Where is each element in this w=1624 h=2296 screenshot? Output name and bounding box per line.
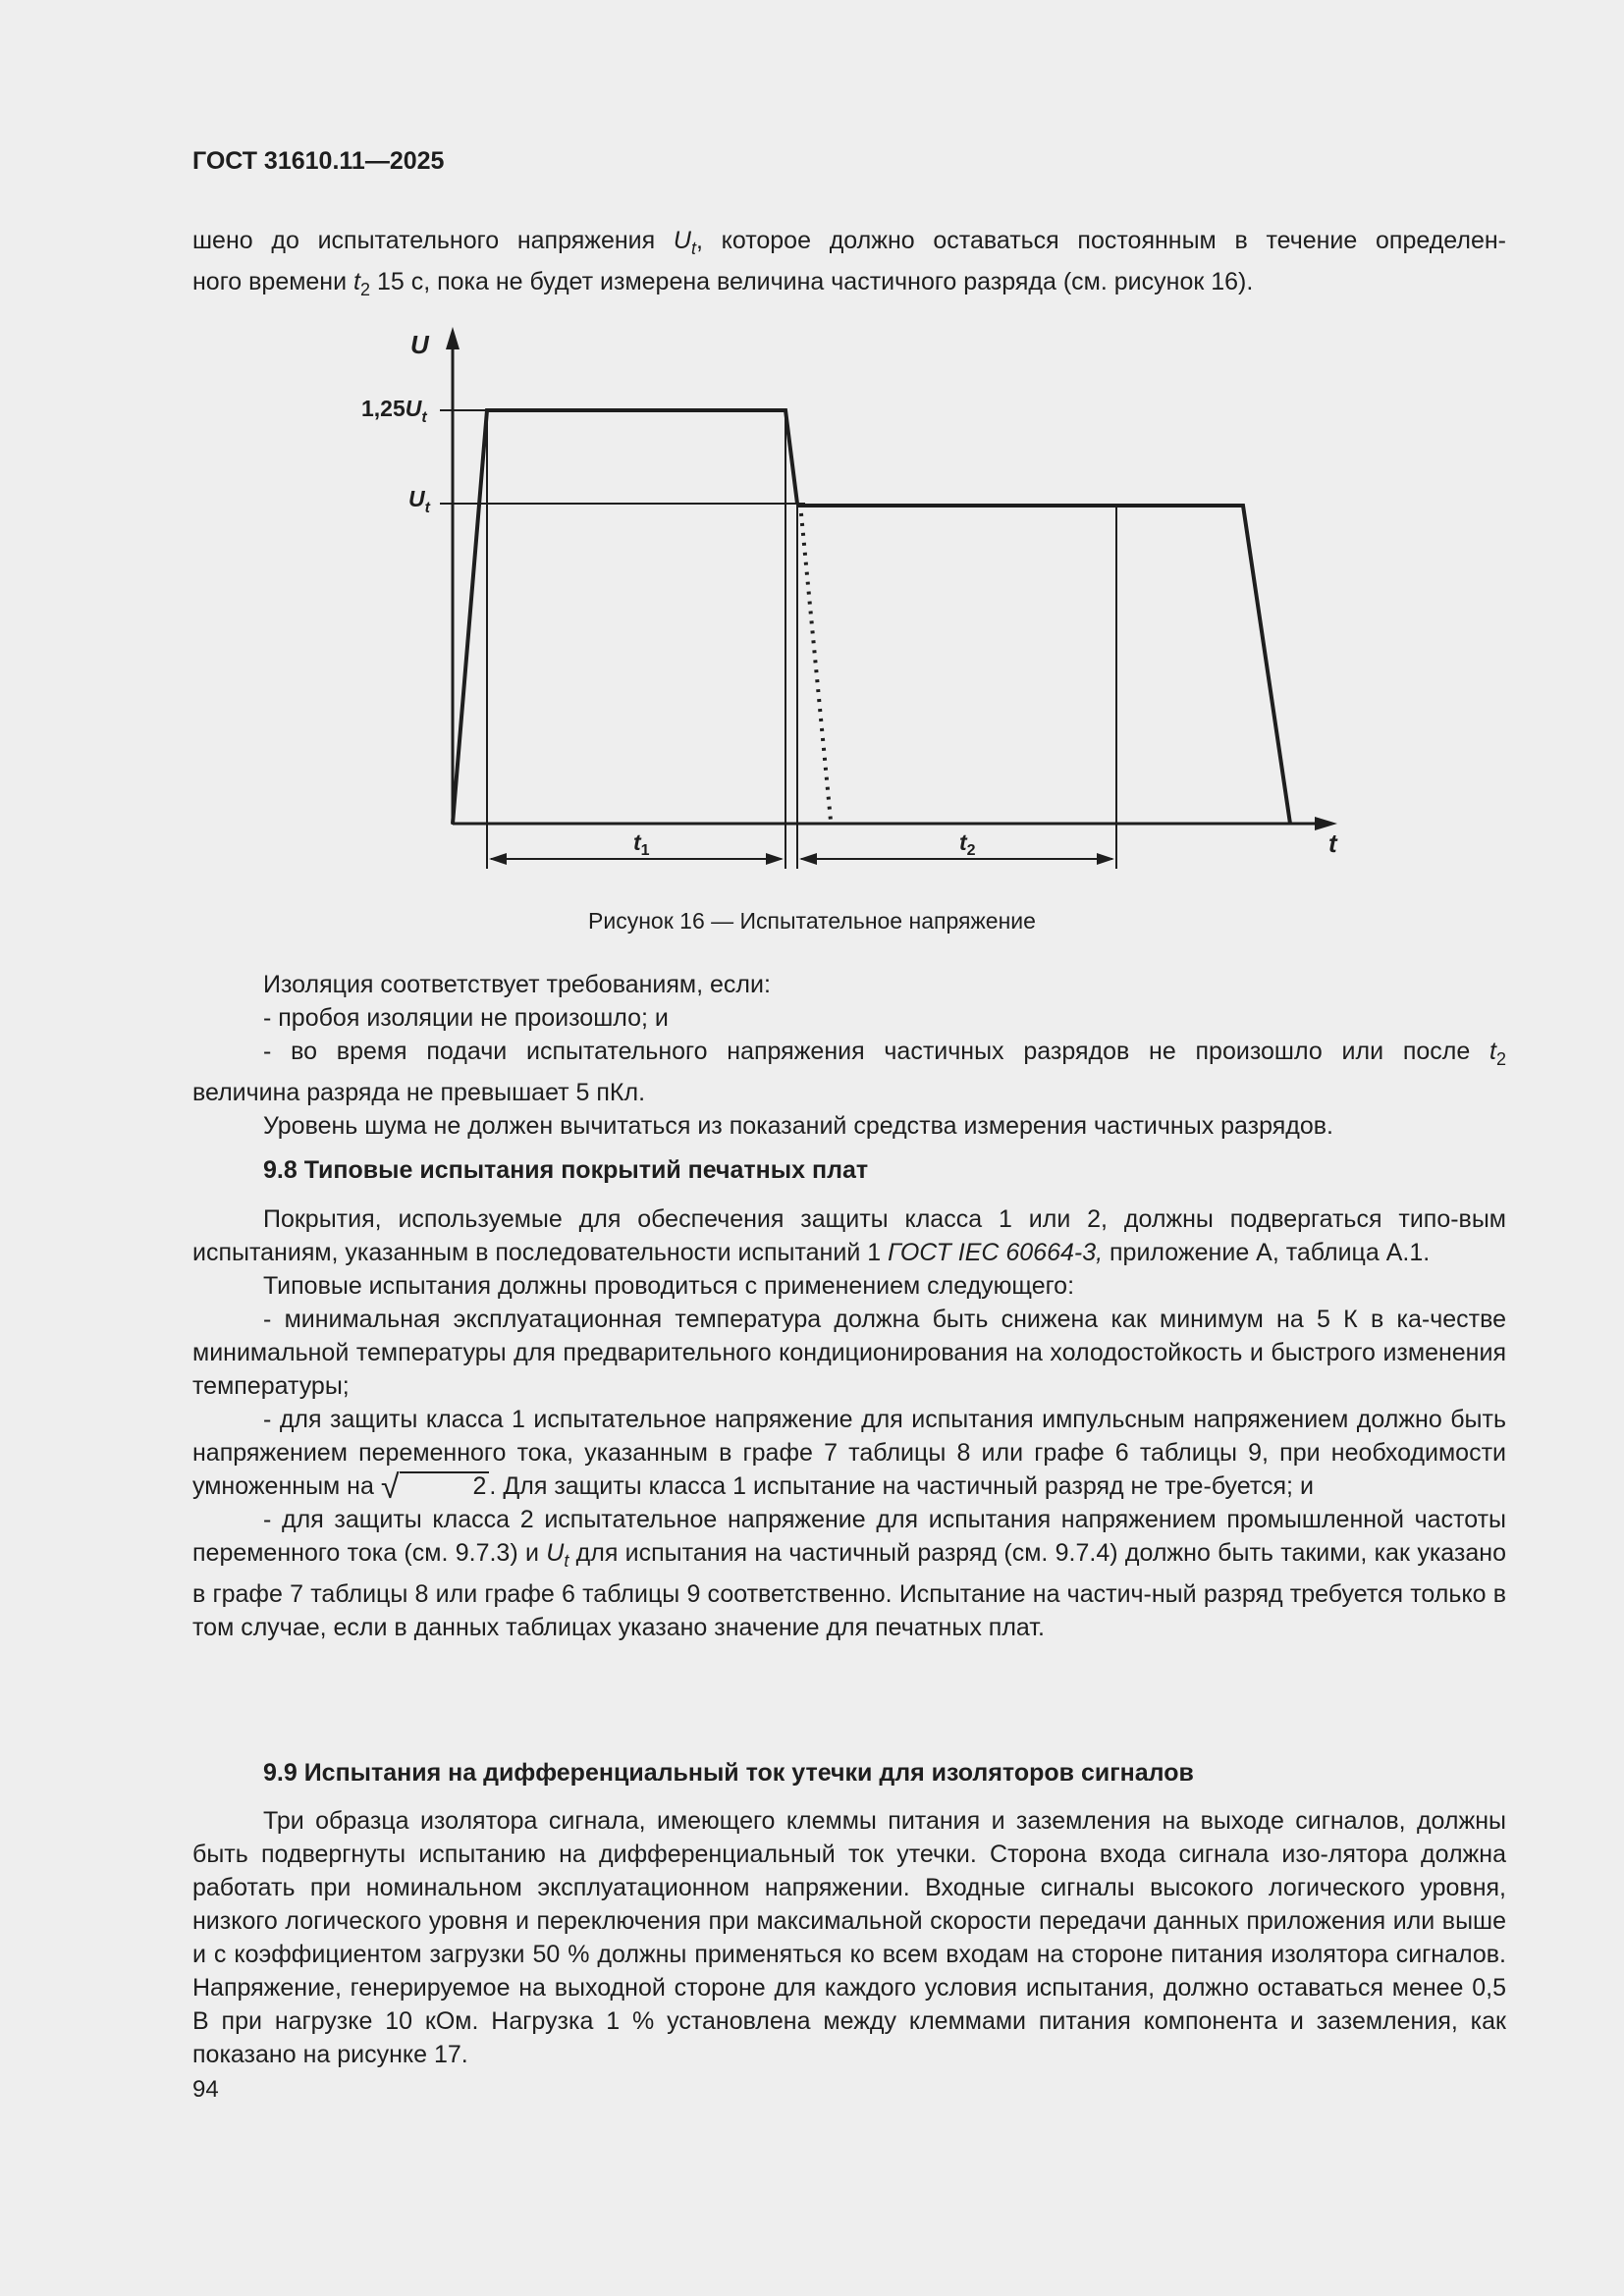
paragraph-text: Покрытия, используемые для обеспечения защиты класса 1 или 2, должны подвергаться типо-вым испытаниям, указанным в последовательности испытаний 1 (192, 1205, 1506, 1266)
voltage-symbol: U (546, 1539, 565, 1567)
paragraph-text: для испытания на частичный разряд (см. 9.7.4) должно быть такими, как указано в графе 7 таблицы 8 или графе 6 таблицы 9 соответственно. Испытание на частич-ный разряд требуется только в том случае, если в данных таблицах указано значение для печатных плат. (192, 1539, 1506, 1641)
condition-item-continuation: величина разряда не превышает 5 пКл. (192, 1079, 646, 1106)
conditions-lead: Изоляция соответствует требованиям, если: (263, 971, 771, 998)
paragraph-text: - для защиты класса 2 испытательное напряжение для испытания напряжением промышленной частоты переменного тока (см. 9.7.3) и (192, 1506, 1506, 1567)
level-high-label: $1,25U_t$ (361, 396, 427, 426)
condition-item: - пробоя изоляции не произошло; и (263, 1004, 669, 1032)
intro-text: шено до испытательного напряжения (192, 227, 674, 254)
section-paragraph: Типовые испытания должны проводиться с применением следующего: (263, 1272, 1075, 1300)
voltage-waveform-stage2 (797, 506, 1290, 824)
section-heading-9-8: 9.8 Типовые испытания покрытий печатных плат (263, 1156, 869, 1184)
requirement-item (192, 1403, 1506, 1506)
sqrt-radicand: 2 (400, 1471, 490, 1499)
document-header: ГОСТ 31610.11—2025 (192, 147, 445, 175)
requirement-item: - минимальная эксплуатационная температура должна быть снижена как минимум на 5 К в ка-честве минимальной температуры для предварительного кондиционирования на холодостойкость и быстрого изменения температуры; (192, 1306, 1506, 1400)
y-axis-label: U (410, 330, 429, 359)
t1-arrow-left (489, 853, 507, 865)
voltage-symbol: U (673, 227, 691, 254)
section-heading-9-9: 9.9 Испытания на дифференциальный ток утечки для изоляторов сигналов (263, 1759, 1194, 1787)
t1-arrow-right (766, 853, 784, 865)
voltage-subscript: t (690, 239, 696, 258)
time-subscript: 2 (359, 280, 370, 299)
t2-arrow-right (1097, 853, 1114, 865)
intro-text: ного времени (192, 268, 354, 295)
time-symbol: t (1489, 1038, 1496, 1065)
level-low-label: $U_t$ (408, 486, 430, 516)
intro-text: , которое должно оставаться постоянным в течение определен- (695, 227, 1506, 254)
x-axis-label: t (1328, 828, 1337, 858)
condition-item (192, 1035, 1506, 1076)
conditions-block (192, 968, 1506, 1143)
noise-note: Уровень шума не должен вычитаться из показаний средства измерения частичных разрядов. (263, 1112, 1334, 1140)
page-number: 94 (192, 2076, 219, 2103)
requirement-item (192, 1503, 1506, 1644)
paragraph-text: . Для защиты класса 1 испытание на частичный разряд не тре-буется; и (489, 1472, 1314, 1500)
time-symbol: t (353, 268, 360, 295)
paragraph-text: приложение А, таблица А.1. (1103, 1239, 1431, 1266)
sqrt-symbol: √ (380, 1468, 400, 1506)
section-9-9-body (192, 1804, 1506, 2071)
voltage-waveform-stage1 (453, 410, 797, 824)
section-paragraph (192, 1202, 1506, 1269)
t2-label: $t_2$ (959, 829, 976, 859)
alternative-decay-dotted (800, 504, 831, 821)
condition-text: - во время подачи испытательного напряжения частичных разрядов не произошло или после (263, 1038, 1490, 1065)
section-paragraph: Три образца изолятора сигнала, имеющего клеммы питания и заземления на выходе сигналов, должны быть подвергнуты испытанию на дифференциальный ток утечки. Сторона входа сигнала изо-лятора должна работать при номинальном эксплуатационном напряжении. Входные сигналы высокого логического уровня, низкого логического уровня и переключения при максимальной скорости передачи данных приложения или выше и с коэффициентом загрузки 50 % должны применяться ко всем входам на стороне питания изолятора сигналов. Напряжение, генерируемое на выходной стороне для каждого условия испытания, должно оставаться менее 0,5 В при нагрузке 10 кОм. Нагрузка 1 % установлена между клеммами питания компонента и заземления, как показано на рисунке 17. (192, 1807, 1506, 2068)
paragraph-text: - для защиты класса 1 испытательное напряжение для испытания импульсным напряжением должно быть напряжением переменного тока, указанным в графе 7 таблицы 8 или графе 6 таблицы 9, при необходимости умноженным на (192, 1406, 1506, 1500)
test-voltage-figure (0, 0, 1624, 903)
y-axis-arrow (446, 327, 460, 349)
standard-reference: ГОСТ IEC 60664-3, (888, 1239, 1104, 1266)
time-subscript: 2 (1495, 1049, 1506, 1069)
voltage-subscript: t (564, 1551, 569, 1571)
section-9-8-body (192, 1202, 1506, 1644)
t2-arrow-left (799, 853, 817, 865)
intro-text: 15 с, пока не будет измерена величина частичного разряда (см. рисунок 16). (370, 268, 1254, 295)
t1-label: $t_1$ (633, 829, 650, 859)
figure-caption: Рисунок 16 — Испытательное напряжение (588, 908, 1036, 934)
